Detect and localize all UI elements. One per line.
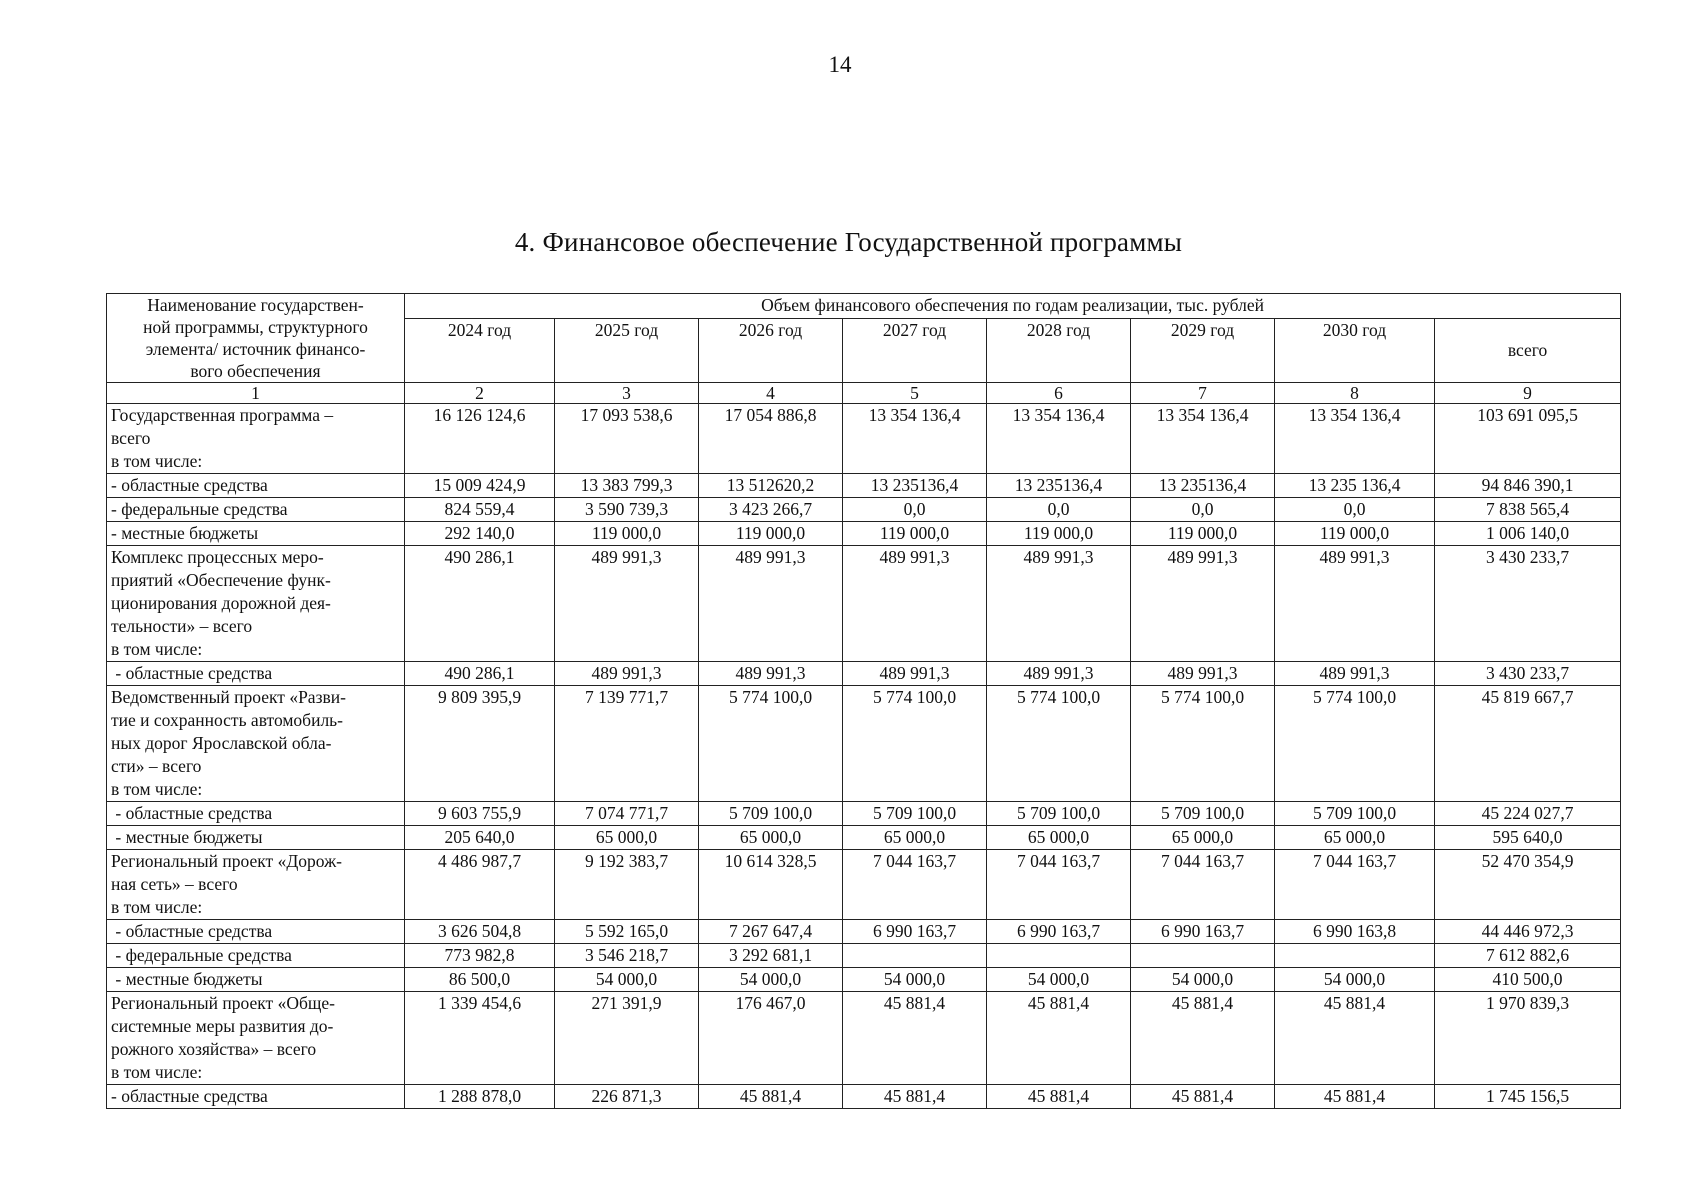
row-name-cell [107, 968, 405, 992]
value-cell: 5 774 100,0 [843, 686, 987, 802]
value-cell: 7 044 163,7 [1131, 850, 1275, 920]
value-cell: 45 881,4 [987, 1085, 1131, 1109]
value-cell: 119 000,0 [699, 522, 843, 546]
value-cell: 119 000,0 [1131, 522, 1275, 546]
value-cell: 45 881,4 [699, 1085, 843, 1109]
value-cell: 45 881,4 [1131, 992, 1275, 1085]
value-cell [843, 944, 987, 968]
value-cell: 176 467,0 [699, 992, 843, 1085]
value-cell: 7 267 647,4 [699, 920, 843, 944]
value-cell: 54 000,0 [1275, 968, 1435, 992]
value-cell: 3 626 504,8 [405, 920, 555, 944]
value-cell: 54 000,0 [1131, 968, 1275, 992]
total-cell: 1 970 839,3 [1435, 992, 1621, 1085]
value-cell: 7 139 771,7 [555, 686, 699, 802]
row-name-cell [107, 850, 405, 920]
value-cell: 119 000,0 [1275, 522, 1435, 546]
value-cell: 489 991,3 [1131, 546, 1275, 662]
value-cell: 13 354 136,4 [843, 404, 987, 474]
table-row [107, 1085, 1621, 1109]
value-cell [1131, 944, 1275, 968]
row-name-line: Государственная программа – [111, 405, 334, 425]
value-cell: 489 991,3 [555, 662, 699, 686]
row-name-cell [107, 1085, 405, 1109]
value-cell: 7 074 771,7 [555, 802, 699, 826]
value-cell: 13 383 799,3 [555, 474, 699, 498]
table-row [107, 662, 1621, 686]
row-name-cell [107, 826, 405, 850]
table-row [107, 968, 1621, 992]
value-cell: 45 881,4 [1275, 992, 1435, 1085]
total-cell: 595 640,0 [1435, 826, 1621, 850]
total-cell: 1 745 156,5 [1435, 1085, 1621, 1109]
value-cell: 6 990 163,7 [843, 920, 987, 944]
value-cell: 5 709 100,0 [1275, 802, 1435, 826]
row-name-line: в том числе: [111, 451, 203, 471]
table-row [107, 920, 1621, 944]
total-cell: 410 500,0 [1435, 968, 1621, 992]
row-name-line: - областные средства [111, 663, 273, 683]
row-name-cell [107, 992, 405, 1085]
value-cell: 226 871,3 [555, 1085, 699, 1109]
row-name-cell [107, 546, 405, 662]
value-cell: 489 991,3 [843, 546, 987, 662]
value-cell: 13 235136,4 [987, 474, 1131, 498]
value-cell: 45 881,4 [987, 992, 1131, 1085]
row-name-line: всего [111, 428, 151, 448]
column-number-row [107, 383, 1621, 404]
value-cell: 489 991,3 [1275, 546, 1435, 662]
column-number: 9 [1435, 383, 1621, 404]
value-cell: 773 982,8 [405, 944, 555, 968]
value-cell: 5 774 100,0 [1275, 686, 1435, 802]
row-name-line: тие и сохранность автомобиль- [111, 710, 343, 730]
value-cell: 5 709 100,0 [843, 802, 987, 826]
value-cell: 45 881,4 [1275, 1085, 1435, 1109]
value-cell: 0,0 [843, 498, 987, 522]
value-cell: 13 354 136,4 [987, 404, 1131, 474]
value-cell: 65 000,0 [555, 826, 699, 850]
row-name-line: сти» – всего [111, 756, 202, 776]
value-cell: 65 000,0 [843, 826, 987, 850]
total-cell: 103 691 095,5 [1435, 404, 1621, 474]
value-cell: 489 991,3 [1275, 662, 1435, 686]
row-name-line: - местные бюджеты [111, 969, 263, 989]
value-cell: 7 044 163,7 [987, 850, 1131, 920]
value-cell: 6 990 163,7 [1131, 920, 1275, 944]
header-name-line: элемента/ источник финансо- [145, 339, 366, 359]
value-cell: 13 512620,2 [699, 474, 843, 498]
value-cell: 15 009 424,9 [405, 474, 555, 498]
row-name-line: в том числе: [111, 639, 203, 659]
table-row [107, 498, 1621, 522]
value-cell: 489 991,3 [987, 546, 1131, 662]
column-number: 8 [1275, 383, 1435, 404]
value-cell: 86 500,0 [405, 968, 555, 992]
value-cell: 0,0 [1131, 498, 1275, 522]
header-year: 2026 год [699, 319, 843, 383]
header-total: всего [1435, 319, 1621, 383]
row-name-cell [107, 474, 405, 498]
row-name-line: - федеральные средства [111, 499, 288, 519]
table-row [107, 850, 1621, 920]
value-cell: 0,0 [987, 498, 1131, 522]
row-name-line: рожного хозяйства» – всего [111, 1039, 317, 1059]
value-cell: 54 000,0 [987, 968, 1131, 992]
value-cell: 490 286,1 [405, 662, 555, 686]
value-cell: 205 640,0 [405, 826, 555, 850]
row-name-line: - областные средства [111, 1086, 268, 1106]
value-cell: 54 000,0 [555, 968, 699, 992]
header-year: 2025 год [555, 319, 699, 383]
total-cell: 45 819 667,7 [1435, 686, 1621, 802]
header-year: 2024 год [405, 319, 555, 383]
value-cell: 1 288 878,0 [405, 1085, 555, 1109]
section-title: 4. Финансовое обеспечение Государственной программы [514, 227, 1183, 257]
row-name-line: ная сеть» – всего [111, 874, 238, 894]
value-cell: 13 354 136,4 [1131, 404, 1275, 474]
total-cell: 44 446 972,3 [1435, 920, 1621, 944]
row-name-cell [107, 944, 405, 968]
row-name-line: в том числе: [111, 1062, 203, 1082]
table-row [107, 826, 1621, 850]
row-name-line: Региональный проект «Дорож- [111, 851, 342, 871]
value-cell: 119 000,0 [843, 522, 987, 546]
header-group-financing: Объем финансового обеспечения по годам реализации, тыс. рублей [405, 294, 1621, 319]
value-cell: 65 000,0 [987, 826, 1131, 850]
value-cell: 54 000,0 [843, 968, 987, 992]
column-number: 4 [699, 383, 843, 404]
row-name-line: - федеральные средства [111, 945, 292, 965]
row-name-line: ционирования дорожной дея- [111, 593, 331, 613]
header-year: 2028 год [987, 319, 1131, 383]
value-cell: 0,0 [1275, 498, 1435, 522]
value-cell: 3 590 739,3 [555, 498, 699, 522]
value-cell: 489 991,3 [555, 546, 699, 662]
table-row [107, 474, 1621, 498]
value-cell: 6 990 163,7 [987, 920, 1131, 944]
table-body [107, 383, 1621, 1109]
value-cell: 65 000,0 [1131, 826, 1275, 850]
value-cell: 13 235136,4 [843, 474, 987, 498]
value-cell: 13 235136,4 [1131, 474, 1275, 498]
value-cell: 9 809 395,9 [405, 686, 555, 802]
table-row [107, 686, 1621, 802]
value-cell: 65 000,0 [699, 826, 843, 850]
column-number: 3 [555, 383, 699, 404]
row-name-line: в том числе: [111, 897, 203, 917]
value-cell: 292 140,0 [405, 522, 555, 546]
header-name-line: вого обеспечения [190, 361, 321, 381]
value-cell: 119 000,0 [555, 522, 699, 546]
value-cell: 17 054 886,8 [699, 404, 843, 474]
row-name-line: тельности» – всего [111, 616, 253, 636]
value-cell: 5 592 165,0 [555, 920, 699, 944]
header-year: 2029 год [1131, 319, 1275, 383]
value-cell: 3 546 218,7 [555, 944, 699, 968]
value-cell: 13 235 136,4 [1275, 474, 1435, 498]
value-cell: 271 391,9 [555, 992, 699, 1085]
value-cell: 5 709 100,0 [699, 802, 843, 826]
row-name-line: Комплекс процессных меро- [111, 547, 324, 567]
row-name-cell [107, 404, 405, 474]
value-cell: 45 881,4 [843, 1085, 987, 1109]
value-cell: 16 126 124,6 [405, 404, 555, 474]
total-cell: 7 612 882,6 [1435, 944, 1621, 968]
value-cell: 489 991,3 [987, 662, 1131, 686]
value-cell: 9 603 755,9 [405, 802, 555, 826]
value-cell: 7 044 163,7 [1275, 850, 1435, 920]
row-name-line: ных дорог Ярославской обла- [111, 733, 332, 753]
row-name-cell [107, 522, 405, 546]
value-cell: 490 286,1 [405, 546, 555, 662]
value-cell: 5 774 100,0 [699, 686, 843, 802]
header-name-line: ной программы, структурного [143, 317, 368, 337]
value-cell: 3 423 266,7 [699, 498, 843, 522]
value-cell: 5 709 100,0 [987, 802, 1131, 826]
row-name-cell [107, 686, 405, 802]
row-name-cell [107, 662, 405, 686]
value-cell: 489 991,3 [1131, 662, 1275, 686]
row-name-line: Региональный проект «Обще- [111, 993, 335, 1013]
value-cell: 45 881,4 [1131, 1085, 1275, 1109]
row-name-cell [107, 498, 405, 522]
value-cell: 489 991,3 [699, 546, 843, 662]
value-cell: 17 093 538,6 [555, 404, 699, 474]
total-cell: 3 430 233,7 [1435, 662, 1621, 686]
table-row [107, 802, 1621, 826]
row-name-line: системные меры развития до- [111, 1016, 334, 1036]
row-name-line: приятий «Обеспечение функ- [111, 570, 331, 590]
total-cell: 52 470 354,9 [1435, 850, 1621, 920]
table-row [107, 992, 1621, 1085]
total-cell: 7 838 565,4 [1435, 498, 1621, 522]
value-cell: 824 559,4 [405, 498, 555, 522]
row-name-line: в том числе: [111, 779, 203, 799]
column-number: 7 [1131, 383, 1275, 404]
column-number: 5 [843, 383, 987, 404]
total-cell: 1 006 140,0 [1435, 522, 1621, 546]
value-cell: 5 774 100,0 [1131, 686, 1275, 802]
header-year: 2027 год [843, 319, 987, 383]
total-cell: 94 846 390,1 [1435, 474, 1621, 498]
row-name-line: Ведомственный проект «Разви- [111, 687, 346, 707]
column-number: 6 [987, 383, 1131, 404]
value-cell [1275, 944, 1435, 968]
value-cell: 3 292 681,1 [699, 944, 843, 968]
table-row [107, 522, 1621, 546]
value-cell: 7 044 163,7 [843, 850, 987, 920]
row-name-line: - областные средства [111, 803, 273, 823]
value-cell [987, 944, 1131, 968]
header-name-line: Наименование государствен- [147, 295, 364, 315]
value-cell: 5 709 100,0 [1131, 802, 1275, 826]
value-cell: 54 000,0 [699, 968, 843, 992]
value-cell: 119 000,0 [987, 522, 1131, 546]
total-cell: 3 430 233,7 [1435, 546, 1621, 662]
value-cell: 489 991,3 [699, 662, 843, 686]
value-cell: 489 991,3 [843, 662, 987, 686]
header-year: 2030 год [1275, 319, 1435, 383]
table-row [107, 546, 1621, 662]
value-cell: 4 486 987,7 [405, 850, 555, 920]
row-name-cell [107, 920, 405, 944]
page-number: 14 [828, 52, 852, 77]
value-cell: 9 192 383,7 [555, 850, 699, 920]
total-cell: 45 224 027,7 [1435, 802, 1621, 826]
value-cell: 45 881,4 [843, 992, 987, 1085]
row-name-line: - областные средства [111, 921, 273, 941]
row-name-line: - местные бюджеты [111, 523, 259, 543]
financing-table [106, 293, 1621, 1109]
value-cell: 1 339 454,6 [405, 992, 555, 1085]
header-name-column [107, 294, 405, 383]
table-row [107, 404, 1621, 474]
value-cell: 65 000,0 [1275, 826, 1435, 850]
value-cell: 10 614 328,5 [699, 850, 843, 920]
value-cell: 6 990 163,8 [1275, 920, 1435, 944]
column-number: 1 [107, 383, 405, 404]
value-cell: 5 774 100,0 [987, 686, 1131, 802]
row-name-line: - областные средства [111, 475, 268, 495]
column-number: 2 [405, 383, 555, 404]
row-name-cell [107, 802, 405, 826]
row-name-line: - местные бюджеты [111, 827, 263, 847]
table-row [107, 944, 1621, 968]
value-cell: 13 354 136,4 [1275, 404, 1435, 474]
